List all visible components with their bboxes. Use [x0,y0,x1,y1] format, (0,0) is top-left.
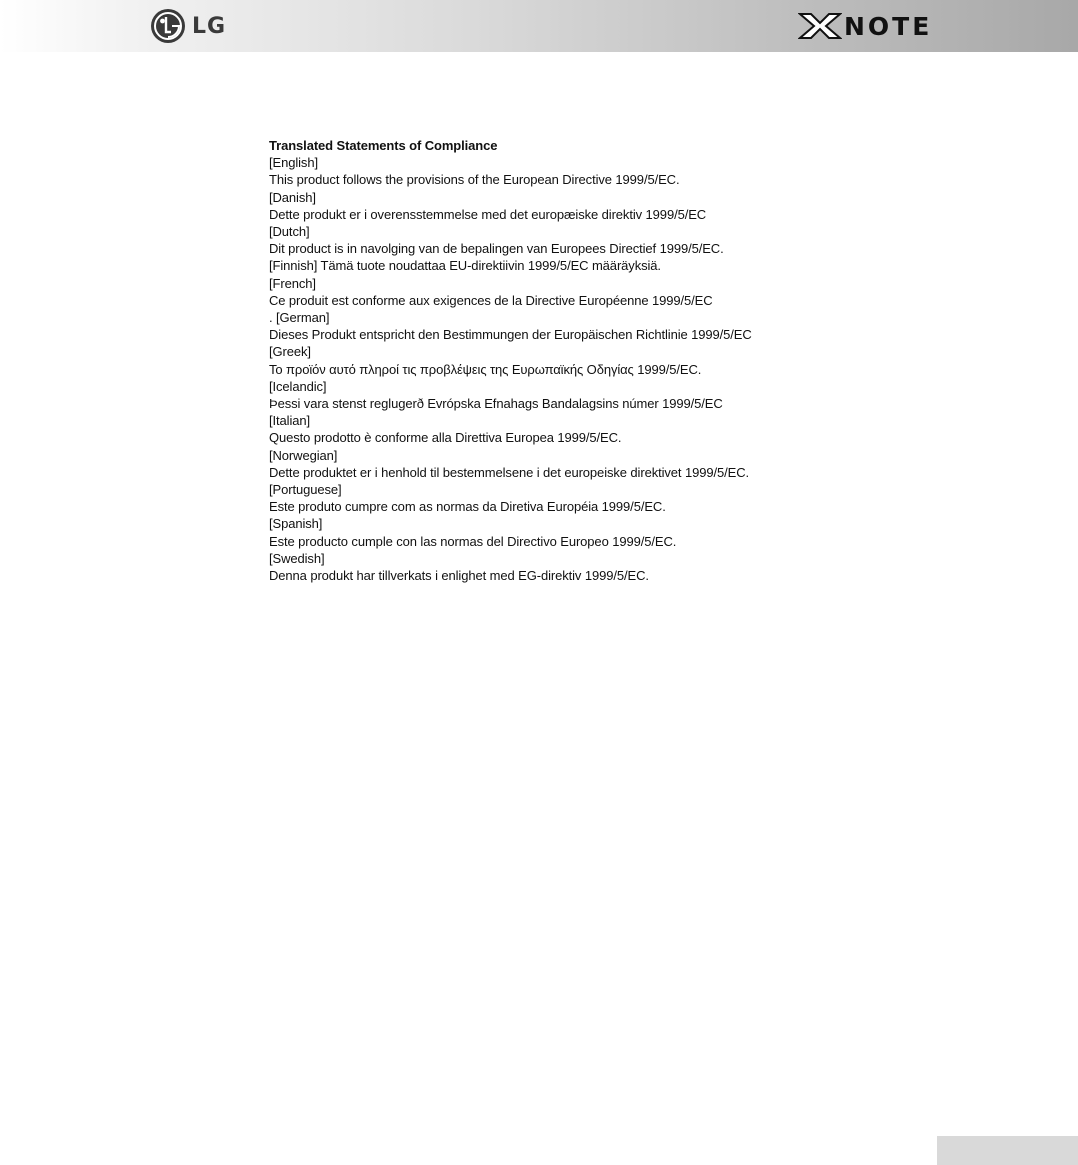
compliance-statements [269,137,829,584]
statement-line: [English] [269,155,318,171]
statement-line: Denna produkt har tillverkats i enlighet med EG-direktiv 1999/5/EC. [269,568,649,584]
statement-line: [Greek] [269,344,311,360]
statement-line: Dette produktet er i henhold til bestemmelsene i det europeiske direktivet 1999/5/EC. [269,464,749,480]
statement-line: Dieses Produkt entspricht den Bestimmungen der Europäischen Richtlinie 1999/5/EC [269,327,752,343]
statement-line: [Spanish] [269,516,323,532]
statement-line: [Dutch] [269,224,310,240]
statement-line: [Danish] [269,189,316,205]
statement-line: [Icelandic] [269,378,327,394]
statement-line: This product follows the provisions of the European Directive 1999/5/EC. [269,172,680,188]
statement-line: [Italian] [269,413,311,429]
statement-line: Þessi vara stenst reglugerð Evrópska Efnahags Bandalagsins númer 1999/5/EC [269,396,723,412]
statement-line: Το προϊόν αυτό πληροί τις προβλέψεις της Ευρωπαϊκής Οδηγίας 1999/5/EC. [269,361,702,377]
xnote-logo-text: NOTE [844,11,933,41]
statement-line: Este produto cumpre com as normas da Diretiva Européia 1999/5/EC. [269,499,666,515]
page-number-box [937,1136,1078,1165]
lg-logo [150,8,226,44]
statement-line: Questo prodotto è conforme alla Direttiva Europea 1999/5/EC. [269,430,622,446]
statement-line: [Norwegian] [269,447,338,463]
statement-line: [French] [269,275,316,291]
statement-line: [Finnish] Tämä tuote noudattaa EU-direktiivin 1999/5/EC määräyksiä. [269,258,661,274]
header-bar [0,0,1078,52]
xnote-logo [798,11,932,41]
x-mark-icon [798,13,842,39]
document-title: Translated Statements of Compliance [269,138,498,153]
statement-line: Dette produkt er i overensstemmelse med det europæiske direktiv 1999/5/EC [269,206,707,222]
statement-line: [Portuguese] [269,482,342,498]
lg-face-icon [150,8,186,44]
statement-line: Este producto cumple con las normas del Directivo Europeo 1999/5/EC. [269,533,677,549]
statement-line: . [German] [269,310,330,326]
statement-line: [Swedish] [269,550,325,566]
lg-logo-text: LG [192,13,227,39]
statement-line: Ce produit est conforme aux exigences de la Directive Européenne 1999/5/EC [269,292,713,308]
statement-line: Dit product is in navolging van de bepalingen van Europees Directief 1999/5/EC. [269,241,724,257]
